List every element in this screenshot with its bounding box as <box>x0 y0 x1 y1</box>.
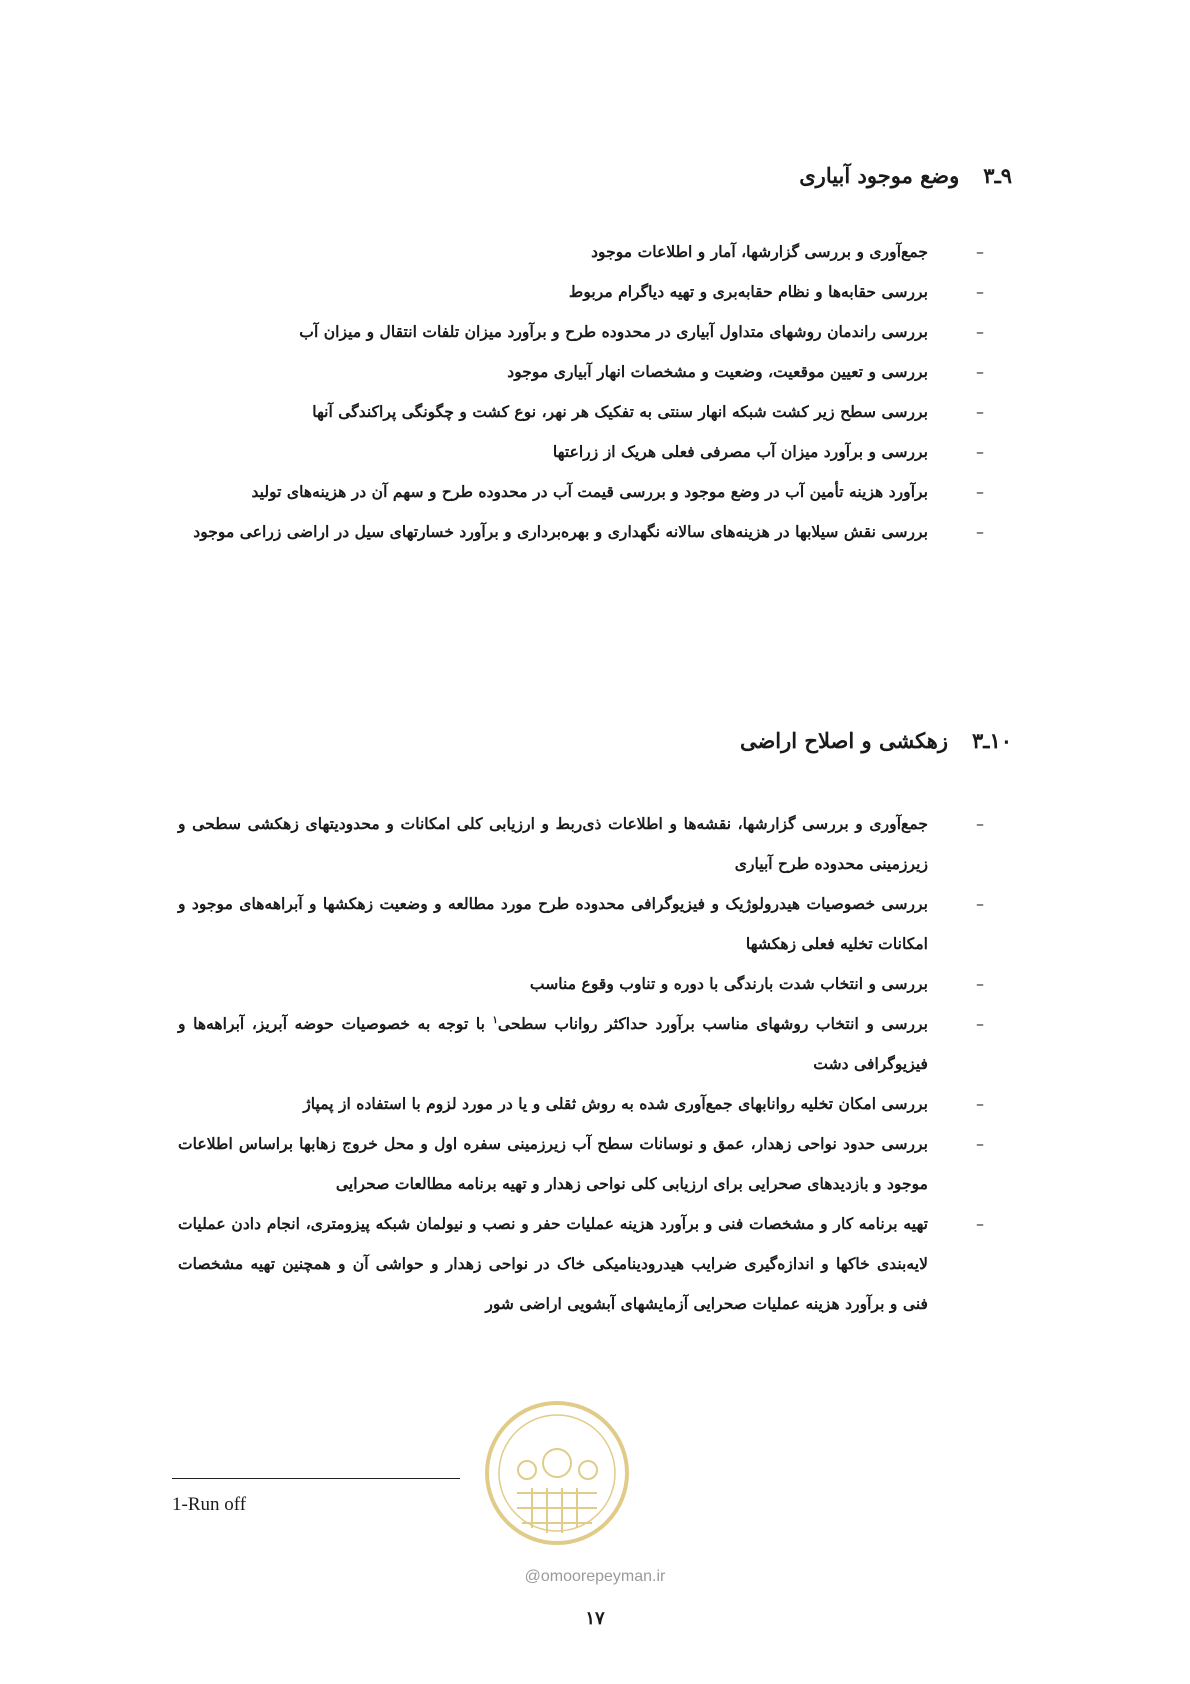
footnote: 1-Run off <box>172 1494 247 1515</box>
footnote-divider <box>172 1478 460 1479</box>
section-10-title: زهکشی و اصلاح اراضی <box>739 728 948 753</box>
section-10-list <box>178 804 990 1324</box>
list-item: – بررسی امکان تخلیه روانابهای جمع‌آوری شده به روش ثقلی و یا در مورد لزوم با استفاده از پمپاژ <box>303 1094 984 1113</box>
section-9-list <box>178 232 990 552</box>
watermark-site: @omoorepeyman.ir <box>524 1568 666 1585</box>
list-item: – بررسی راندمان روشهای متداول آبیاری در محدوده طرح و برآورد میزان تلفات انتقال و میزان آب <box>299 322 984 341</box>
list-item: – جمع‌آوری و بررسی گزارشها، نقشه‌ها و اطلاعات ذی‌ربط و ارزیابی کلی امکانات و محدودیتهای زهکشی سطحی و زیرزمینی محدوده طرح آبیاری <box>178 814 984 873</box>
list-item: – بررسی و انتخاب روشهای مناسب برآورد حداکثر رواناب سطحی$^۱$ با توجه به خصوصیات حوضه آبریز، آبراهه‌ها و فیزیوگرافی دشت <box>178 1014 984 1073</box>
list-item: – تهیه برنامه کار و مشخصات فنی و برآورد هزینه عملیات حفر و نصب و نیولمان شبکه پیزومتری، انجام دادن عملیات لایه‌بندی خاکها و اندازه‌گیری ضرایب هیدرودینامیکی خاک در نواحی زهدار و حواشی آن و همچنین تهیه مشخصات فنی و برآورد هزینه عملیات صحرایی آزمایشهای آبشویی اراضی شور <box>178 1214 984 1313</box>
section-10-heading <box>740 728 1012 753</box>
section-9-number: ۹ـ۳ <box>983 163 1012 188</box>
section-9-title: وضع موجود آبیاری <box>799 163 960 188</box>
list-item: – بررسی حدود نواحی زهدار، عمق و نوسانات سطح آب زیرزمینی سفره اول و محل خروج زهابها براساس اطلاعات موجود و بازدیدهای صحرایی برای ارزیابی کلی نواحی زهدار و تهیه برنامه مطالعات صحرایی <box>178 1134 984 1193</box>
at-icon: @ <box>524 1568 541 1585</box>
list-item: – بررسی سطح زیر کشت شبکه انهار سنتی به تفکیک هر نهر، نوع کشت و چگونگی پراکندگی آنها <box>312 402 984 421</box>
list-item: – جمع‌آوری و بررسی گزارشها، آمار و اطلاعات موجود <box>591 242 984 261</box>
section-10-number: ۱۰ـ۳ <box>972 728 1012 753</box>
list-item: – بررسی حقابه‌ها و نظام حقابه‌بری و تهیه دیاگرام مربوط <box>568 282 984 301</box>
list-item: – بررسی و انتخاب شدت بارندگی با دوره و تناوب وقوع مناسب <box>529 974 984 993</box>
watermark-seal-icon <box>482 1398 632 1548</box>
list-item: – بررسی و برآورد میزان آب مصرفی فعلی هریک از زراعتها <box>552 442 984 461</box>
list-item: – بررسی خصوصیات هیدرولوژیک و فیزیوگرافی محدوده طرح مورد مطالعه و وضعیت زهکشها و آبراهه‌های موجود و امکانات تخلیه فعلی زهکشها <box>178 894 984 953</box>
page-number: ۱۷ <box>585 1608 605 1629</box>
list-item: – بررسی و تعیین موقعیت، وضعیت و مشخصات انهار آبیاری موجود <box>507 362 984 381</box>
footnote-ref: ۱ <box>492 1014 498 1026</box>
list-item: – بررسی نقش سیلابها در هزینه‌های سالانه نگهداری و بهره‌برداری و برآورد خسارتهای سیل در اراضی زراعی موجود <box>193 522 984 541</box>
section-9-heading <box>799 163 1012 188</box>
list-item: – برآورد هزینه تأمین آب در وضع موجود و بررسی قیمت آب در محدوده طرح و سهم آن در هزینه‌های تولید <box>251 482 984 501</box>
